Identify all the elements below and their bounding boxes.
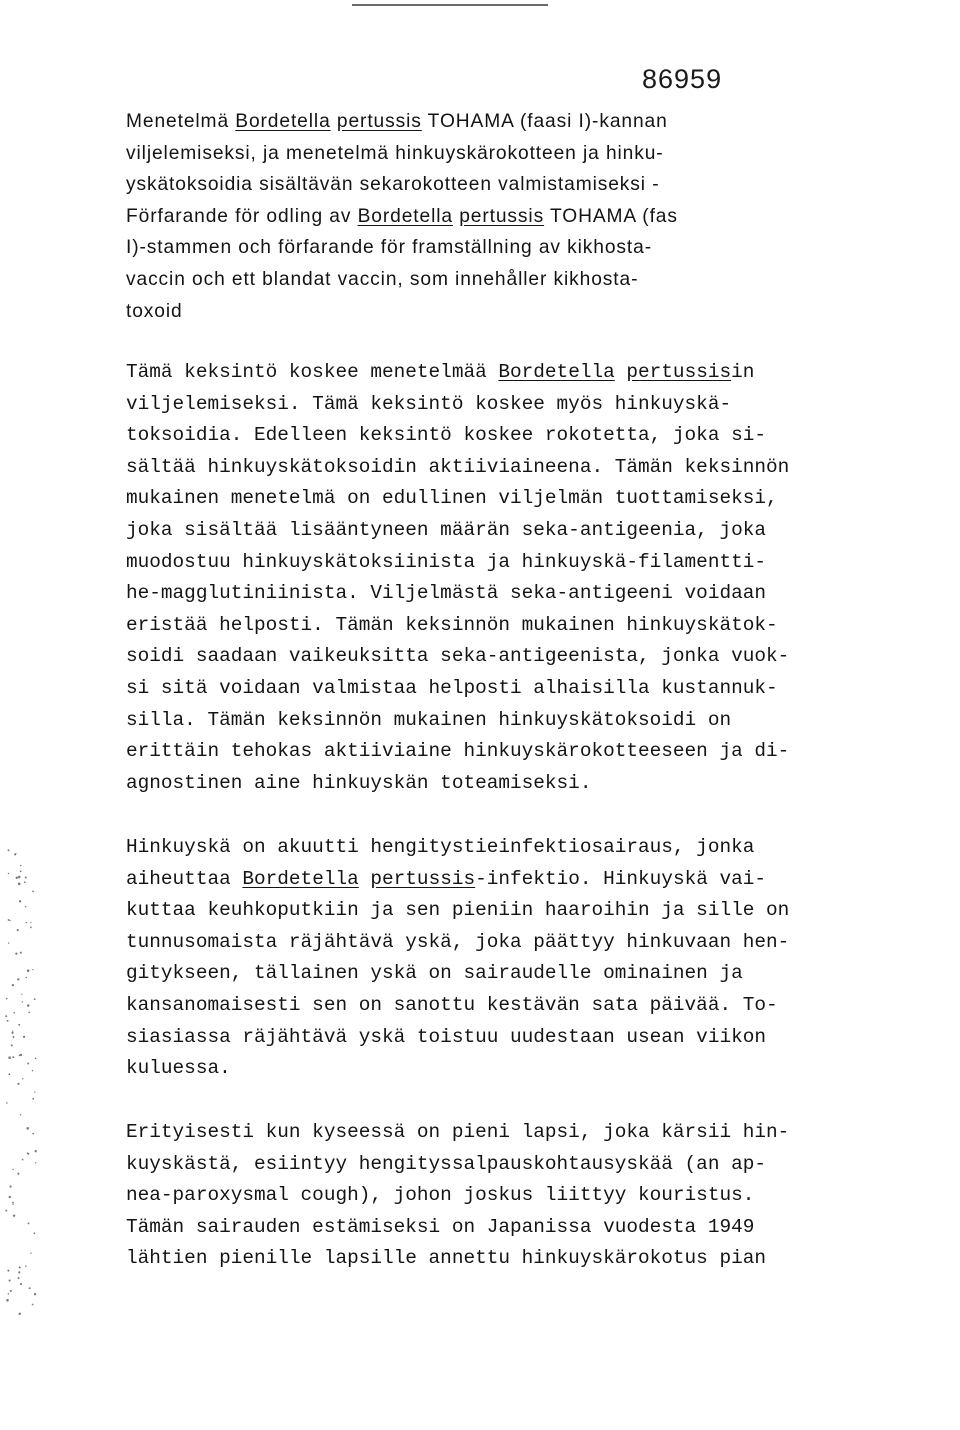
text-segment: muodostuu hinkuyskätoksiinista ja hinkuyskä-filamentti- [126,550,766,573]
text-line [126,201,846,233]
speckle-dot [7,1020,9,1022]
text-line [126,641,846,673]
speckle-dot [25,977,26,978]
paragraph-introduction [126,357,846,799]
text-line [126,232,846,264]
speckle-dot [17,1173,19,1175]
speckle-dot [22,1159,24,1161]
speckle-dot [25,1265,27,1267]
underlined-term: Bordetella [235,111,331,132]
speckle-dot [35,1162,36,1163]
speckle-dot [32,1070,34,1072]
speckle-dot [20,1114,21,1115]
speckle-dot [22,1001,23,1002]
speckle-dot [8,849,10,851]
text-line [126,610,846,642]
text-segment: Tämä keksintö koskee menetelmää [126,361,499,383]
speckle-dot [35,1150,37,1152]
speckle-dot [5,1210,7,1212]
speckle-dot [21,994,22,995]
text-segment: yskätoksoidia sisältävän sekarokotteen valmistamiseksi - [126,174,660,196]
speckle-dot [32,891,34,893]
speckle-dot [28,1222,30,1224]
speckle-dot [8,1293,10,1295]
speckle-dot [5,1015,7,1017]
text-segment: vaccin och ett blandat vaccin, som innehåller kikhosta- [126,268,639,290]
speckle-dot [12,984,14,986]
text-segment: he-magglutiniinista. Viljelmästä seka-antigeeni voidaan [126,582,766,605]
underlined-term: pertussis [370,867,476,890]
text-line [126,1243,846,1275]
speckle-dot [20,1283,22,1285]
speckle-dot [17,929,19,931]
speckle-dot [27,1063,29,1065]
margin-speckle-marks [0,840,48,1340]
speckle-dot [28,1011,30,1013]
speckle-dot [32,1133,34,1135]
speckle-dot [34,998,36,1000]
text-segment: Hinkuyskä on akuutti hengitystieinfektiosairaus, jonka [126,836,755,858]
speckle-dot [18,1277,20,1279]
underlined-term: Bordetella [498,361,615,383]
speckle-dot [15,853,16,854]
underlined-term: pertussis [459,205,545,227]
text-line [126,736,846,768]
speckle-dot [17,1083,19,1085]
text-segment: joka sisältää lisääntyneen määrän seka-antigeenia, joka [126,518,766,541]
speckle-dot [27,969,30,972]
speckle-dot [29,1287,31,1289]
speckle-dot [8,1056,11,1059]
text-segment: toxoid [126,300,183,322]
text-line [126,169,846,201]
text-line [126,768,846,800]
text-segment: erittäin tehokas aktiiviaine hinkuyskärokotteeseen ja di- [126,740,790,763]
speckle-dot [6,998,8,1000]
text-line [126,578,846,610]
speckle-dot [6,1102,8,1104]
speckle-dot [22,1078,23,1079]
text-segment: soidi saadaan vaikeuksitta seka-antigeenista, jonka vuok- [126,645,790,668]
speckle-dot [34,1091,35,1092]
speckle-dot [15,952,17,954]
speckle-dot [13,1012,15,1014]
underlined-term: pertussis [336,111,422,132]
speckle-dot [18,883,21,886]
speckle-dot [20,865,22,867]
speckle-dot [10,1290,12,1292]
speckle-dot [12,1169,13,1170]
speckle-dot [9,1196,11,1198]
speckle-dot [19,1055,21,1057]
underlined-term: pertussis [626,361,732,383]
text-segment [359,868,371,890]
speckle-dot [25,877,27,879]
text-segment: Förfarande för odling av [126,205,358,227]
text-segment: si sitä voidaan valmistaa helposti alhaisilla kustannuk- [126,676,778,699]
speckle-dot [32,969,33,970]
text-line [126,864,846,896]
speckle-dot [35,1058,37,1060]
text-line [126,296,846,328]
text-segment: eristää helposti. Tämän keksinnön mukainen hinkuyskätok- [126,613,778,636]
text-line [126,1022,846,1054]
speckle-dot [30,922,31,923]
text-line [126,673,846,705]
speckle-dot [23,1036,25,1038]
text-segment: Menetelmä [126,111,236,132]
speckle-dot [19,1313,21,1315]
text-line [126,452,846,484]
text-segment: in [731,361,755,383]
text-segment: gitykseen, tällainen yskä on sairaudelle ominainen ja [126,962,743,985]
speckle-dot [20,871,22,873]
text-line [126,389,846,421]
text-line [126,705,846,737]
speckle-dot [8,873,9,874]
text-segment: aiheuttaa [126,867,243,890]
text-segment: Tämän sairauden estämiseksi on Japanissa vuodesta 1949 [126,1215,755,1238]
speckle-dot [12,1030,13,1031]
text-line [126,138,846,170]
speckle-dot [30,927,32,929]
speckle-dot [13,1215,15,1217]
speckle-dot [20,952,22,954]
text-line [126,1212,846,1244]
speckle-dot [18,1271,20,1273]
speckle-dot [27,1004,30,1007]
speckle-dot [13,1036,15,1038]
text-line [126,1149,846,1181]
text-line [126,264,846,296]
speckle-dot [26,1127,29,1130]
text-line [126,483,846,515]
text-segment: kuttaa keuhkoputkiin ja sen pieniin haaroihin ja sille on [126,899,790,922]
speckle-dot [34,1232,36,1234]
text-segment: TOHAMA (faasi I)-kannan [421,111,668,132]
speckle-dot [12,1203,13,1204]
text-line [126,1180,846,1212]
speckle-dot [18,876,21,879]
underlined-term: Bordetella [357,205,453,227]
text-segment: kuluessa. [126,1057,231,1080]
text-line [126,958,846,990]
text-segment: I)-stammen och förfarande för framställning av kikhosta- [126,237,653,259]
text-segment: siasiassa räjähtävä yskä toistuu uudestaan usean viikon [126,1025,766,1048]
speckle-dot [8,942,9,943]
text-line [126,832,846,864]
speckle-dot [19,1266,21,1268]
text-line [126,106,846,138]
text-segment: Erityisesti kun kyseessä on pieni lapsi, joka kärsii hin- [126,1121,790,1143]
speckle-dot [12,1202,14,1204]
text-segment: TOHAMA (fas [544,205,678,227]
text-line [126,547,846,579]
text-line [126,420,846,452]
text-segment: agnostinen aine hinkuyskän toteamiseksi. [126,771,592,794]
text-segment: nea-paroxysmal cough), johon joskus liittyy kouristus. [126,1184,755,1207]
speckle-dot [8,1073,10,1075]
speckle-dot [32,1098,34,1100]
speckle-dot [30,1253,31,1254]
document-title [126,106,846,327]
speckle-dot [12,1056,14,1058]
text-segment [615,361,627,383]
text-segment: kansanomaisesti sen on sanottu kestävän sata päivää. To- [126,993,778,1016]
speckle-dot [34,1293,36,1295]
paragraph-disease-description [126,832,846,1085]
text-segment: lähtien pienille lapsille annettu hinkuyskärokotus pian [126,1247,766,1270]
speckle-dot [9,1279,11,1281]
speckle-dot [11,1044,13,1046]
text-segment: mukainen menetelmä on edullinen viljelmän tuottamiseksi, [126,487,778,510]
speckle-dot [16,877,18,879]
speckle-dot [32,1304,34,1306]
speckle-dot [7,1270,9,1272]
speckle-dot [17,978,19,980]
speckle-dot [10,1185,12,1187]
text-segment: -infektio. Hinkuyskä vai- [475,867,767,890]
speckle-dot [6,1299,9,1302]
speckle-dot [26,922,27,923]
speckle-dot [10,920,11,921]
page-number: 86959 [642,64,723,94]
speckle-dot [18,1024,20,1026]
text-segment: tunnusomaista räjähtävä yskä, joka päättyy hinkuvaan hen- [126,930,790,953]
text-line [126,515,846,547]
paragraph-infant-vaccination [126,1117,846,1275]
text-segment: toksoidia. Edelleen keksintö koskee rokotetta, joka si- [126,424,766,447]
text-line [126,1117,846,1149]
underlined-term: Bordetella [242,867,359,890]
speckle-dot [25,906,27,908]
top-rule-mark [352,4,548,6]
speckle-dot [11,1032,13,1034]
text-segment: sältää hinkuyskätoksoidin aktiiviaineena. Tämän keksinnön [126,455,790,478]
text-line [126,1053,846,1085]
text-segment: kuyskästä, esiintyy hengityssalpauskohtausyskää (an ap- [126,1152,766,1175]
speckle-dot [8,919,10,921]
text-line [126,357,846,389]
text-line [126,895,846,927]
text-line [126,990,846,1022]
speckle-dot [19,900,21,902]
text-line [126,927,846,959]
speckle-dot [27,1152,29,1154]
speckle-dot [24,881,26,883]
text-segment: silla. Tämän keksinnön mukainen hinkuyskätoksoidi on [126,708,732,731]
text-segment: viljelemiseksi, ja menetelmä hinkuyskärokotteen ja hinku- [126,142,664,164]
text-segment: viljelemiseksi. Tämä keksintö koskee myös hinkuyskä- [126,392,732,415]
